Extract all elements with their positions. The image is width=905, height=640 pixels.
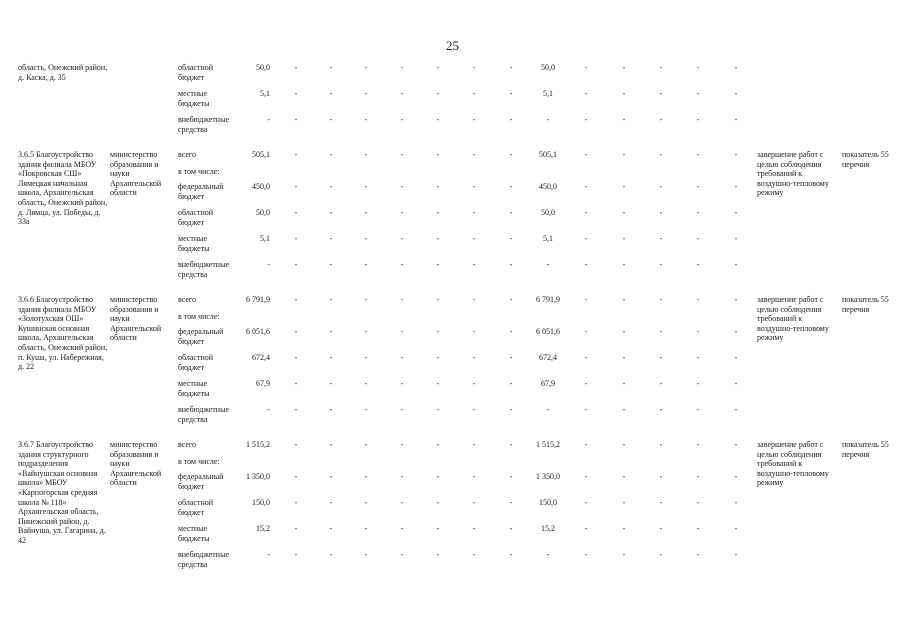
in-that-label: в том числе: xyxy=(178,457,220,466)
executor-name: министерство образования и науки Архангельской области xyxy=(110,295,162,343)
empty-cell-dash: - xyxy=(472,208,476,217)
empty-cell-dash: - xyxy=(364,295,368,304)
empty-cell-dash: - xyxy=(509,182,513,191)
empty-cell-dash: - xyxy=(436,63,440,72)
empty-cell-dash: - xyxy=(659,498,663,507)
empty-cell-dash: - xyxy=(436,405,440,414)
empty-cell-dash: - xyxy=(364,182,368,191)
in-that-label: в том числе: xyxy=(178,312,220,321)
empty-cell-dash: - xyxy=(364,379,368,388)
empty-cell-dash: - xyxy=(329,524,333,533)
empty-cell-dash: - xyxy=(329,353,333,362)
empty-cell-dash: - xyxy=(472,353,476,362)
object-description: 3.6.5 Благоустройство здания филиала МБОУ «Покровская СШ» Лямецкая начальная школа, Архангельская область, Онежский район, д. Лямца, ул. Победы, д. 33а xyxy=(18,150,108,227)
empty-cell-dash: - xyxy=(364,405,368,414)
empty-cell-dash: - xyxy=(400,234,404,243)
empty-cell-dash: - xyxy=(400,208,404,217)
empty-cell-dash: - xyxy=(659,234,663,243)
empty-cell-dash: - xyxy=(400,260,404,269)
empty-cell-dash: - xyxy=(696,63,700,72)
empty-cell-dash: - xyxy=(696,524,700,533)
empty-cell-dash: - xyxy=(364,89,368,98)
total-amount: 67,9 xyxy=(256,379,270,388)
empty-cell-dash: - xyxy=(622,550,626,559)
target-indicator: показатель 55 перечня xyxy=(842,440,889,459)
empty-cell-dash: - xyxy=(329,405,333,414)
year-amount: 1 515,2 xyxy=(536,440,560,449)
empty-cell-dash: - xyxy=(329,234,333,243)
empty-cell-dash: - xyxy=(622,150,626,159)
empty-cell-dash: - xyxy=(294,353,298,362)
empty-cell-dash: - xyxy=(734,524,738,533)
empty-cell-dash: - xyxy=(622,63,626,72)
empty-cell-dash: - xyxy=(734,550,738,559)
empty-cell-dash: - xyxy=(622,208,626,217)
empty-cell-dash: - xyxy=(734,379,738,388)
empty-cell-dash: - xyxy=(436,327,440,336)
empty-cell-dash: - xyxy=(294,115,298,124)
empty-cell-dash: - xyxy=(364,524,368,533)
total-amount: - xyxy=(267,260,270,269)
empty-cell-dash: - xyxy=(659,524,663,533)
empty-cell-dash: - xyxy=(584,260,588,269)
empty-cell-dash: - xyxy=(659,150,663,159)
year-amount: - xyxy=(546,260,550,269)
empty-cell-dash: - xyxy=(472,115,476,124)
empty-cell-dash: - xyxy=(659,327,663,336)
empty-cell-dash: - xyxy=(584,150,588,159)
empty-cell-dash: - xyxy=(400,115,404,124)
empty-cell-dash: - xyxy=(734,440,738,449)
empty-cell-dash: - xyxy=(509,234,513,243)
empty-cell-dash: - xyxy=(294,472,298,481)
executor-name: министерство образования и науки Архангельской области xyxy=(110,150,162,198)
empty-cell-dash: - xyxy=(696,472,700,481)
empty-cell-dash: - xyxy=(509,89,513,98)
empty-cell-dash: - xyxy=(584,379,588,388)
empty-cell-dash: - xyxy=(400,379,404,388)
empty-cell-dash: - xyxy=(622,498,626,507)
empty-cell-dash: - xyxy=(472,498,476,507)
empty-cell-dash: - xyxy=(622,182,626,191)
empty-cell-dash: - xyxy=(584,405,588,414)
total-amount: 5,1 xyxy=(260,234,270,243)
empty-cell-dash: - xyxy=(696,115,700,124)
budget-source-label: всего xyxy=(178,295,197,304)
empty-cell-dash: - xyxy=(436,260,440,269)
empty-cell-dash: - xyxy=(659,440,663,449)
total-amount: 1 350,0 xyxy=(246,472,270,481)
empty-cell-dash: - xyxy=(436,472,440,481)
budget-source-label: внебюджетные средства xyxy=(178,405,229,424)
total-amount: 15,2 xyxy=(256,524,270,533)
year-amount: 67,9 xyxy=(541,379,555,388)
empty-cell-dash: - xyxy=(294,440,298,449)
empty-cell-dash: - xyxy=(436,440,440,449)
empty-cell-dash: - xyxy=(364,63,368,72)
empty-cell-dash: - xyxy=(364,353,368,362)
empty-cell-dash: - xyxy=(584,182,588,191)
empty-cell-dash: - xyxy=(734,327,738,336)
empty-cell-dash: - xyxy=(584,89,588,98)
budget-source-label: местные бюджеты xyxy=(178,524,210,543)
empty-cell-dash: - xyxy=(329,295,333,304)
empty-cell-dash: - xyxy=(364,208,368,217)
empty-cell-dash: - xyxy=(364,440,368,449)
empty-cell-dash: - xyxy=(400,353,404,362)
empty-cell-dash: - xyxy=(294,524,298,533)
empty-cell-dash: - xyxy=(696,353,700,362)
empty-cell-dash: - xyxy=(696,89,700,98)
empty-cell-dash: - xyxy=(329,115,333,124)
empty-cell-dash: - xyxy=(329,182,333,191)
empty-cell-dash: - xyxy=(659,89,663,98)
empty-cell-dash: - xyxy=(659,208,663,217)
empty-cell-dash: - xyxy=(400,89,404,98)
empty-cell-dash: - xyxy=(622,405,626,414)
empty-cell-dash: - xyxy=(509,327,513,336)
empty-cell-dash: - xyxy=(734,405,738,414)
empty-cell-dash: - xyxy=(509,440,513,449)
year-amount: - xyxy=(546,405,550,414)
year-amount: 15,2 xyxy=(541,524,555,533)
object-description: 3.6.6 Благоустройство здания филиала МБОУ «Золотухская ОШ» Кушинская основная школа, Архангельская область, Онежский район, п. Куша, ул. Набережная, д. 22 xyxy=(18,295,108,372)
empty-cell-dash: - xyxy=(696,182,700,191)
empty-cell-dash: - xyxy=(696,405,700,414)
empty-cell-dash: - xyxy=(329,208,333,217)
empty-cell-dash: - xyxy=(472,150,476,159)
total-amount: - xyxy=(267,550,270,559)
empty-cell-dash: - xyxy=(659,295,663,304)
empty-cell-dash: - xyxy=(294,63,298,72)
empty-cell-dash: - xyxy=(696,498,700,507)
empty-cell-dash: - xyxy=(294,260,298,269)
empty-cell-dash: - xyxy=(734,472,738,481)
empty-cell-dash: - xyxy=(696,260,700,269)
empty-cell-dash: - xyxy=(696,327,700,336)
empty-cell-dash: - xyxy=(364,150,368,159)
empty-cell-dash: - xyxy=(400,405,404,414)
empty-cell-dash: - xyxy=(364,472,368,481)
empty-cell-dash: - xyxy=(584,472,588,481)
empty-cell-dash: - xyxy=(659,405,663,414)
expected-result: завершение работ с целью соблюдения требований к воздушно-тепловому режиму xyxy=(757,150,829,198)
empty-cell-dash: - xyxy=(584,115,588,124)
empty-cell-dash: - xyxy=(294,208,298,217)
budget-source-label: местные бюджеты xyxy=(178,89,210,108)
year-amount: 1 350,0 xyxy=(536,472,560,481)
total-amount: 6 051,6 xyxy=(246,327,270,336)
empty-cell-dash: - xyxy=(400,524,404,533)
empty-cell-dash: - xyxy=(622,327,626,336)
budget-source-label: местные бюджеты xyxy=(178,379,210,398)
empty-cell-dash: - xyxy=(436,498,440,507)
empty-cell-dash: - xyxy=(509,353,513,362)
budget-source-label: областной бюджет xyxy=(178,353,214,372)
total-amount: - xyxy=(267,405,270,414)
empty-cell-dash: - xyxy=(584,63,588,72)
empty-cell-dash: - xyxy=(659,63,663,72)
empty-cell-dash: - xyxy=(659,550,663,559)
empty-cell-dash: - xyxy=(659,472,663,481)
empty-cell-dash: - xyxy=(436,295,440,304)
target-indicator: показатель 55 перечня xyxy=(842,295,889,314)
empty-cell-dash: - xyxy=(294,379,298,388)
empty-cell-dash: - xyxy=(329,89,333,98)
budget-source-label: внебюджетные средства xyxy=(178,550,229,569)
empty-cell-dash: - xyxy=(659,353,663,362)
empty-cell-dash: - xyxy=(622,472,626,481)
year-amount: 5,1 xyxy=(543,234,553,243)
budget-source-label: федеральный бюджет xyxy=(178,327,224,346)
empty-cell-dash: - xyxy=(329,327,333,336)
budget-source-label: местные бюджеты xyxy=(178,234,210,253)
year-amount: 50,0 xyxy=(541,63,555,72)
empty-cell-dash: - xyxy=(509,115,513,124)
empty-cell-dash: - xyxy=(622,524,626,533)
year-amount: 672,4 xyxy=(539,353,557,362)
empty-cell-dash: - xyxy=(329,472,333,481)
year-amount: 6 791,9 xyxy=(536,295,560,304)
empty-cell-dash: - xyxy=(472,182,476,191)
empty-cell-dash: - xyxy=(364,498,368,507)
budget-source-label: областной бюджет xyxy=(178,63,214,82)
empty-cell-dash: - xyxy=(734,208,738,217)
empty-cell-dash: - xyxy=(584,524,588,533)
empty-cell-dash: - xyxy=(329,379,333,388)
budget-source-label: федеральный бюджет xyxy=(178,182,224,201)
empty-cell-dash: - xyxy=(400,472,404,481)
empty-cell-dash: - xyxy=(294,550,298,559)
empty-cell-dash: - xyxy=(696,295,700,304)
empty-cell-dash: - xyxy=(436,115,440,124)
empty-cell-dash: - xyxy=(622,260,626,269)
empty-cell-dash: - xyxy=(734,115,738,124)
empty-cell-dash: - xyxy=(622,353,626,362)
empty-cell-dash: - xyxy=(472,524,476,533)
empty-cell-dash: - xyxy=(509,472,513,481)
empty-cell-dash: - xyxy=(436,550,440,559)
empty-cell-dash: - xyxy=(472,260,476,269)
empty-cell-dash: - xyxy=(509,295,513,304)
budget-source-label: областной бюджет xyxy=(178,208,214,227)
empty-cell-dash: - xyxy=(509,150,513,159)
total-amount: 6 791,9 xyxy=(246,295,270,304)
empty-cell-dash: - xyxy=(400,295,404,304)
empty-cell-dash: - xyxy=(734,498,738,507)
empty-cell-dash: - xyxy=(329,150,333,159)
empty-cell-dash: - xyxy=(584,234,588,243)
empty-cell-dash: - xyxy=(364,260,368,269)
empty-cell-dash: - xyxy=(436,234,440,243)
empty-cell-dash: - xyxy=(509,208,513,217)
empty-cell-dash: - xyxy=(364,327,368,336)
budget-source-label: внебюджетные средства xyxy=(178,260,229,279)
empty-cell-dash: - xyxy=(734,234,738,243)
year-amount: 6 051,6 xyxy=(536,327,560,336)
empty-cell-dash: - xyxy=(584,208,588,217)
empty-cell-dash: - xyxy=(622,440,626,449)
empty-cell-dash: - xyxy=(734,260,738,269)
total-amount: 505,1 xyxy=(252,150,270,159)
empty-cell-dash: - xyxy=(472,234,476,243)
empty-cell-dash: - xyxy=(436,524,440,533)
empty-cell-dash: - xyxy=(364,550,368,559)
budget-source-label: областной бюджет xyxy=(178,498,214,517)
empty-cell-dash: - xyxy=(734,150,738,159)
empty-cell-dash: - xyxy=(294,89,298,98)
budget-source-label: федеральный бюджет xyxy=(178,472,224,491)
empty-cell-dash: - xyxy=(584,295,588,304)
empty-cell-dash: - xyxy=(472,379,476,388)
total-amount: 5,1 xyxy=(260,89,270,98)
empty-cell-dash: - xyxy=(584,327,588,336)
empty-cell-dash: - xyxy=(622,234,626,243)
empty-cell-dash: - xyxy=(622,379,626,388)
empty-cell-dash: - xyxy=(696,208,700,217)
empty-cell-dash: - xyxy=(436,89,440,98)
budget-source-label: всего xyxy=(178,440,197,449)
total-amount: 672,4 xyxy=(252,353,270,362)
empty-cell-dash: - xyxy=(294,295,298,304)
empty-cell-dash: - xyxy=(659,379,663,388)
empty-cell-dash: - xyxy=(472,295,476,304)
empty-cell-dash: - xyxy=(329,260,333,269)
in-that-label: в том числе: xyxy=(178,167,220,176)
page-number: 25 xyxy=(446,38,459,53)
empty-cell-dash: - xyxy=(659,260,663,269)
empty-cell-dash: - xyxy=(472,472,476,481)
empty-cell-dash: - xyxy=(509,550,513,559)
total-amount: 50,0 xyxy=(256,63,270,72)
total-amount: - xyxy=(267,115,270,124)
empty-cell-dash: - xyxy=(329,63,333,72)
year-amount: - xyxy=(546,550,550,559)
empty-cell-dash: - xyxy=(364,234,368,243)
empty-cell-dash: - xyxy=(294,498,298,507)
empty-cell-dash: - xyxy=(400,498,404,507)
empty-cell-dash: - xyxy=(472,89,476,98)
empty-cell-dash: - xyxy=(436,182,440,191)
empty-cell-dash: - xyxy=(509,260,513,269)
empty-cell-dash: - xyxy=(734,89,738,98)
empty-cell-dash: - xyxy=(294,150,298,159)
empty-cell-dash: - xyxy=(584,353,588,362)
empty-cell-dash: - xyxy=(436,379,440,388)
empty-cell-dash: - xyxy=(584,440,588,449)
empty-cell-dash: - xyxy=(472,405,476,414)
empty-cell-dash: - xyxy=(509,498,513,507)
empty-cell-dash: - xyxy=(294,327,298,336)
empty-cell-dash: - xyxy=(734,295,738,304)
empty-cell-dash: - xyxy=(436,353,440,362)
empty-cell-dash: - xyxy=(472,550,476,559)
empty-cell-dash: - xyxy=(509,63,513,72)
total-amount: 450,0 xyxy=(252,182,270,191)
object-description: 3.6.7 Благоустройство здания структурного подразделения «Вайнушская основная школа» МБОУ «Карпогорская средняя школа № 118» Архангельская область, Пинежский район, д. Вайнуша, ул. Гагарина, д. 42 xyxy=(18,440,106,545)
empty-cell-dash: - xyxy=(696,550,700,559)
empty-cell-dash: - xyxy=(294,182,298,191)
total-amount: 50,0 xyxy=(256,208,270,217)
empty-cell-dash: - xyxy=(329,440,333,449)
year-amount: 150,0 xyxy=(539,498,557,507)
empty-cell-dash: - xyxy=(400,550,404,559)
empty-cell-dash: - xyxy=(696,150,700,159)
budget-source-label: всего xyxy=(178,150,197,159)
empty-cell-dash: - xyxy=(584,550,588,559)
empty-cell-dash: - xyxy=(734,353,738,362)
empty-cell-dash: - xyxy=(584,498,588,507)
empty-cell-dash: - xyxy=(659,182,663,191)
expected-result: завершение работ с целью соблюдения требований к воздушно-тепловому режиму xyxy=(757,440,829,488)
empty-cell-dash: - xyxy=(622,89,626,98)
empty-cell-dash: - xyxy=(696,440,700,449)
year-amount: 5,1 xyxy=(543,89,553,98)
empty-cell-dash: - xyxy=(622,295,626,304)
empty-cell-dash: - xyxy=(400,440,404,449)
empty-cell-dash: - xyxy=(329,550,333,559)
empty-cell-dash: - xyxy=(364,115,368,124)
expected-result: завершение работ с целью соблюдения требований к воздушно-тепловому режиму xyxy=(757,295,829,343)
year-amount: 450,0 xyxy=(539,182,557,191)
empty-cell-dash: - xyxy=(400,182,404,191)
empty-cell-dash: - xyxy=(294,234,298,243)
empty-cell-dash: - xyxy=(734,182,738,191)
year-amount: 50,0 xyxy=(541,208,555,217)
target-indicator: показатель 55 перечня xyxy=(842,150,889,169)
object-address-continuation: область, Онежский район, д. Каска, д. 35 xyxy=(18,63,108,82)
total-amount: 1 515,2 xyxy=(246,440,270,449)
empty-cell-dash: - xyxy=(294,405,298,414)
empty-cell-dash: - xyxy=(472,440,476,449)
empty-cell-dash: - xyxy=(509,524,513,533)
total-amount: 150,0 xyxy=(252,498,270,507)
executor-name: министерство образования и науки Архангельской области xyxy=(110,440,162,488)
empty-cell-dash: - xyxy=(622,115,626,124)
empty-cell-dash: - xyxy=(472,327,476,336)
budget-source-label: внебюджетные средства xyxy=(178,115,229,134)
empty-cell-dash: - xyxy=(659,115,663,124)
empty-cell-dash: - xyxy=(400,63,404,72)
empty-cell-dash: - xyxy=(436,150,440,159)
year-amount: 505,1 xyxy=(539,150,557,159)
empty-cell-dash: - xyxy=(472,63,476,72)
empty-cell-dash: - xyxy=(734,63,738,72)
empty-cell-dash: - xyxy=(436,208,440,217)
empty-cell-dash: - xyxy=(329,498,333,507)
empty-cell-dash: - xyxy=(509,379,513,388)
empty-cell-dash: - xyxy=(509,405,513,414)
empty-cell-dash: - xyxy=(400,327,404,336)
year-amount: - xyxy=(546,115,550,124)
empty-cell-dash: - xyxy=(400,150,404,159)
empty-cell-dash: - xyxy=(696,379,700,388)
empty-cell-dash: - xyxy=(696,234,700,243)
